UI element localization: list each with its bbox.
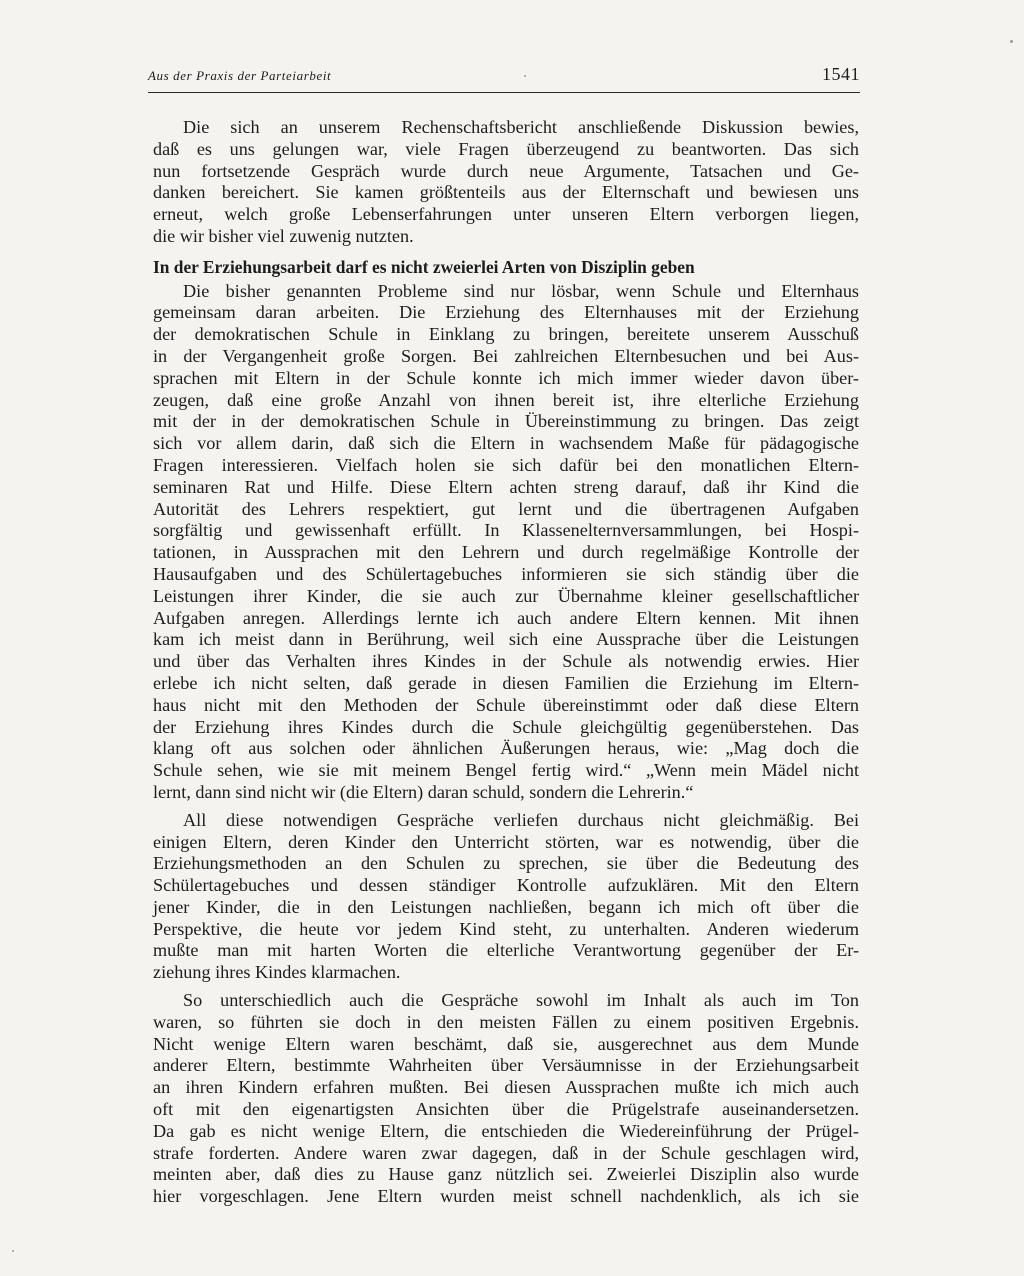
text-line: Perspektive, die heute vor jedem Kind steht, zu unterhalten. Anderen wiederum	[153, 918, 859, 939]
section-heading: In der Erziehungsarbeit darf es nicht zweierlei Arten von Disziplin geben	[153, 256, 695, 277]
text-line: Die sich an unserem Rechenschaftsbericht anschließende Diskussion bewies,	[183, 117, 859, 137]
text-line: Hausaufgaben und des Schülertagebuches informieren sie sich ständig über die	[153, 563, 859, 584]
text-line: sprachen mit Eltern in der Schule konnte ich mich immer wieder davon über-	[153, 367, 859, 388]
text-line: seminaren Rat und Hilfe. Diese Eltern achten streng darauf, daß ihr Kind die	[153, 476, 859, 497]
text-line: danken bereichert. Sie kamen größtenteils aus der Elternschaft und bewiesen uns	[153, 182, 859, 203]
text-line: oft mit den eigenartigsten Ansichten über die Prügelstrafe auseinandersetzen.	[153, 1099, 859, 1120]
scan-speck	[1010, 40, 1013, 43]
header-rule	[148, 92, 860, 93]
text-line: anderer Eltern, bestimmte Wahrheiten über Versäumnisse in der Erziehungsarbeit	[153, 1055, 859, 1076]
text-line: ziehung ihres Kindes klarmachen.	[153, 962, 401, 983]
text-line: nun fortsetzende Gespräch wurde durch neue Argumente, Tatsachen und Ge-	[153, 160, 859, 181]
text-line: einigen Eltern, deren Kinder den Unterricht störten, war es notwendig, über die	[153, 831, 859, 852]
text-line: sorgfältig und gewissenhaft erfüllt. In Klassenelternversammlungen, bei Hospi-	[153, 520, 859, 541]
scan-speck	[524, 75, 526, 77]
text-line: Leistungen ihrer Kinder, die sie auch zur Übernahme kleiner gesellschaftlicher	[153, 585, 859, 606]
text-line: Autorität des Lehrers respektiert, gut lernt und die übertragenen Aufgaben	[153, 498, 859, 519]
text-line: daß es uns gelungen war, viele Fragen überzeugend zu beantworten. Das sich	[153, 138, 859, 159]
text-line: haus nicht mit den Methoden der Schule übereinstimmt oder daß diese Eltern	[153, 694, 859, 715]
text-line: kam ich meist dann in Berührung, weil sich eine Aussprache über die Leistungen	[153, 629, 859, 650]
text-line: klang oft aus solchen oder ähnlichen Äußerungen heraus, wie: „Mag doch die	[153, 738, 859, 759]
text-line: gemeinsam daran arbeiten. Die Erziehung des Elternhauses mit der Erziehung	[153, 302, 859, 323]
paragraph-3	[153, 810, 859, 984]
text-line: strafe forderten. Andere waren zwar dagegen, daß in der Schule geschlagen wird,	[153, 1142, 859, 1163]
text-line: All diese notwendigen Gespräche verliefen durchaus nicht gleichmäßig. Bei	[183, 809, 859, 830]
text-line: in der Vergangenheit große Sorgen. Bei zahlreichen Elternbesuchen und bei Aus-	[153, 345, 859, 366]
text-line: erlebe ich nicht selten, daß gerade in diesen Familien die Erziehung im Eltern-	[153, 672, 859, 693]
text-line: Erziehungsmethoden an den Schulen zu sprechen, sie über die Bedeutung des	[153, 853, 859, 874]
text-line: Fragen interessieren. Vielfach holen sie sich dafür bei den monatlichen Eltern-	[153, 454, 859, 475]
text-line: Aufgaben anregen. Allerdings lernte ich auch andere Eltern kennen. Mit ihnen	[153, 607, 859, 628]
text-line: die wir bisher viel zuwenig nutzten.	[153, 225, 414, 246]
text-line: Die bisher genannten Probleme sind nur lösbar, wenn Schule und Elternhaus	[183, 280, 859, 301]
page-number: 1541	[822, 64, 860, 84]
text-line: hier vorgeschlagen. Jene Eltern wurden meist schnell nachdenklich, als ich sie	[153, 1186, 859, 1207]
text-line: an ihren Kindern erfahren mußten. Bei diesen Aussprachen mußte ich mich auch	[153, 1077, 859, 1098]
text-line: Nicht wenige Eltern waren beschämt, daß sie, ausgerechnet aus dem Munde	[153, 1033, 859, 1054]
text-line: Schule sehen, wie sie mit meinem Bengel fertig wird.“ „Wenn mein Mädel nicht	[153, 760, 859, 781]
body-text	[153, 117, 859, 1208]
text-line: zeugen, daß eine große Anzahl von ihnen bereit ist, ihre elterliche Erziehung	[153, 389, 859, 410]
text-line: Da gab es nicht wenige Eltern, die entschieden die Wiedereinführung der Prügel-	[153, 1120, 859, 1141]
text-line: sich vor allem darin, daß sich die Eltern in wachsendem Maße für pädagogische	[153, 433, 859, 454]
text-line: mit der in der demokratischen Schule in Übereinstimmung zu bringen. Das zeigt	[153, 411, 859, 432]
paragraph-2	[153, 281, 859, 804]
running-title: Aus der Praxis der Parteiarbeit	[148, 68, 332, 83]
text-line: und über das Verhalten ihres Kindes in der Schule als notwendig erwies. Hier	[153, 651, 859, 672]
paragraph-4	[153, 990, 859, 1208]
text-line: der Erziehung ihres Kindes durch die Schule gleichgültig gegenüberstehen. Das	[153, 716, 859, 737]
text-line: der demokratischen Schule in Einklang zu bringen, bereitete unserem Ausschuß	[153, 324, 859, 345]
text-line: jener Kinder, die in den Leistungen nachließen, begann ich mich oft über die	[153, 896, 859, 917]
text-line: tationen, in Aussprachen mit den Lehrern und durch regelmäßige Kontrolle der	[153, 542, 859, 563]
text-line: erneut, welch große Lebenserfahrungen unter unseren Eltern verborgen liegen,	[153, 204, 859, 225]
paragraph-1	[153, 117, 859, 248]
page-header	[148, 64, 860, 88]
text-line: mußte man mit harten Worten die elterliche Verantwortung gegenüber der Er-	[153, 940, 859, 961]
text-line: So unterschiedlich auch die Gespräche sowohl im Inhalt als auch im Ton	[183, 990, 859, 1011]
text-line: waren, so führten sie doch in den meisten Fällen zu einem positiven Ergebnis.	[153, 1011, 859, 1032]
text-line: Schülertagebuches und dessen ständiger Kontrolle aufzuklären. Mit den Eltern	[153, 875, 859, 896]
text-line: meinten aber, daß dies zu Hause ganz nützlich sei. Zweierlei Disziplin also wurde	[153, 1164, 859, 1185]
scan-speck	[12, 1250, 14, 1252]
text-line: lernt, dann sind nicht wir (die Eltern) daran schuld, sondern die Lehrerin.“	[153, 781, 694, 802]
